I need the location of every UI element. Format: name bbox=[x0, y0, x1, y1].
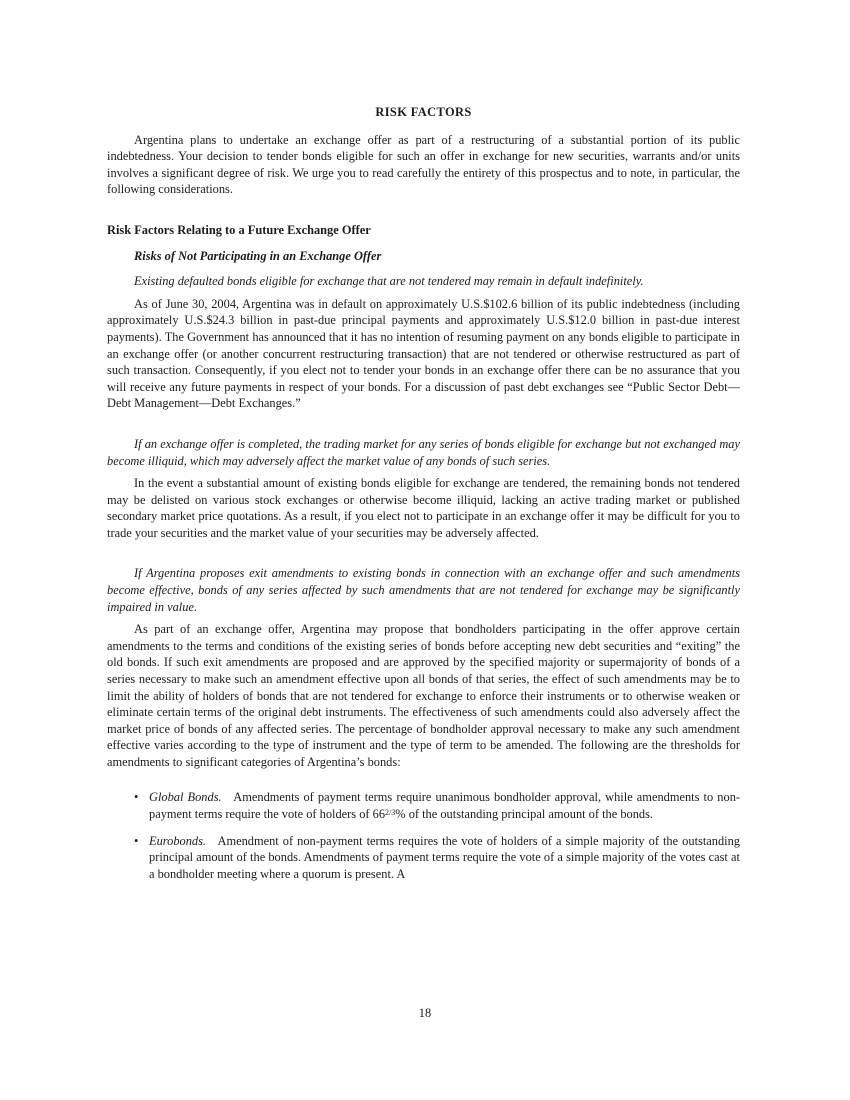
intro-paragraph: Argentina plans to undertake an exchange offer as part of a restructuring of a substantial portion of its public indebtedness. Your decision to tender bonds eligible for such an offer in exchange for new securities, warrants and/or units involves a significant degree of risk. We urge you to read carefully the entirety of this prospectus and to note, in particular, the following considerations. bbox=[107, 132, 740, 197]
subsection-heading: Risks of Not Participating in an Exchange Offer bbox=[134, 248, 382, 263]
bullet-icon: • bbox=[134, 833, 139, 848]
bullet-text: Amendment of non-payment terms requires the vote of holders of a simple majority of the outstanding principal amount of the bonds. Amendments of payment terms require the vote of a simple majority of the votes cast at a bondholder meeting where a quorum is present. A bbox=[149, 833, 740, 881]
bullet-text-end: % of the outstanding principal amount of the bonds. bbox=[395, 807, 654, 822]
bullet-icon: • bbox=[134, 789, 139, 804]
page-title: RISK FACTORS bbox=[375, 105, 472, 119]
risk-body-3: As part of an exchange offer, Argentina may propose that bondholders participating in the offer approve certain amendments to the terms and conditions of the existing series of bonds before accepting new debt securities and “exiting” the old bonds. If such exit amendments are proposed and are approved by the specified majority or supermajority of bonds of a series necessary to make such an amendment effective upon all bonds of that series, the effect of such amendments may be to limit the ability of holders of bonds that are not tendered for exchange to enforce their instruments or to otherwise weaken or eliminate certain terms of the original debt instruments. The effectiveness of such amendments could also adversely affect the market price of bonds of any affected series. The percentage of bondholder approval necessary to make any such amendment effective varies according to the type of instrument and the type of term to be amended. The following are the thresholds for amendments to significant categories of Argentina’s bonds: bbox=[107, 622, 740, 769]
risk-body-2: In the event a substantial amount of existing bonds eligible for exchange are tendered, the remaining bonds not tendered may be delisted on various stock exchanges or otherwise become illiquid, lacking an active trading market or published secondary market price quotations. As a result, if you elect not to participate in an exchange offer it may be difficult for you to trade your securities and the market value of your securities may be adversely affected. bbox=[107, 476, 740, 540]
page-number: 18 bbox=[418, 1006, 432, 1020]
list-item bbox=[134, 789, 740, 823]
risk-heading-2: If an exchange offer is completed, the trading market for any series of bonds eligible for exchange but not exchanged may become illiquid, which may adversely affect the market value of any bonds of such series. bbox=[107, 436, 740, 468]
list-item bbox=[134, 833, 740, 883]
bullet-text: Amendments of payment terms require unanimous bondholder approval, while amendments to non-payment terms require the vote of holders of 66 bbox=[149, 789, 741, 822]
risk-heading-1: Existing defaulted bonds eligible for exchange that are not tendered may remain in default indefinitely. bbox=[134, 274, 644, 289]
bond-thresholds-list bbox=[107, 789, 740, 883]
fraction: 2/3 bbox=[385, 808, 396, 818]
risk-body-1: As of June 30, 2004, Argentina was in default on approximately U.S.$102.6 billion of its public indebtedness (including approximately U.S.$24.3 billion in past-due principal payments and approximately U.S.$12.0 billion in past-due interest payments). The Government has announced that it has no intention of resuming payment on any bonds eligible to participate in an exchange offer (or another concurrent restructuring transaction) that are not tendered or otherwise restructured as part of such transaction. Consequently, if you elect not to tender your bonds in an exchange offer there can be no assurance that you will receive any future payments in respect of your bonds. For a discussion of past debt exchanges see “Public Sector Debt—Debt Management—Debt Exchanges.” bbox=[107, 296, 740, 411]
section-heading: Risk Factors Relating to a Future Exchange Offer bbox=[107, 222, 371, 237]
risk-heading-3: If Argentina proposes exit amendments to existing bonds in connection with an exchange offer and such amendments become effective, bonds of any series affected by such amendments that are not tendered for exchange may be significantly impaired in value. bbox=[107, 566, 740, 614]
bullet-term: Eurobonds. bbox=[149, 833, 207, 848]
bullet-term: Global Bonds. bbox=[149, 789, 222, 804]
